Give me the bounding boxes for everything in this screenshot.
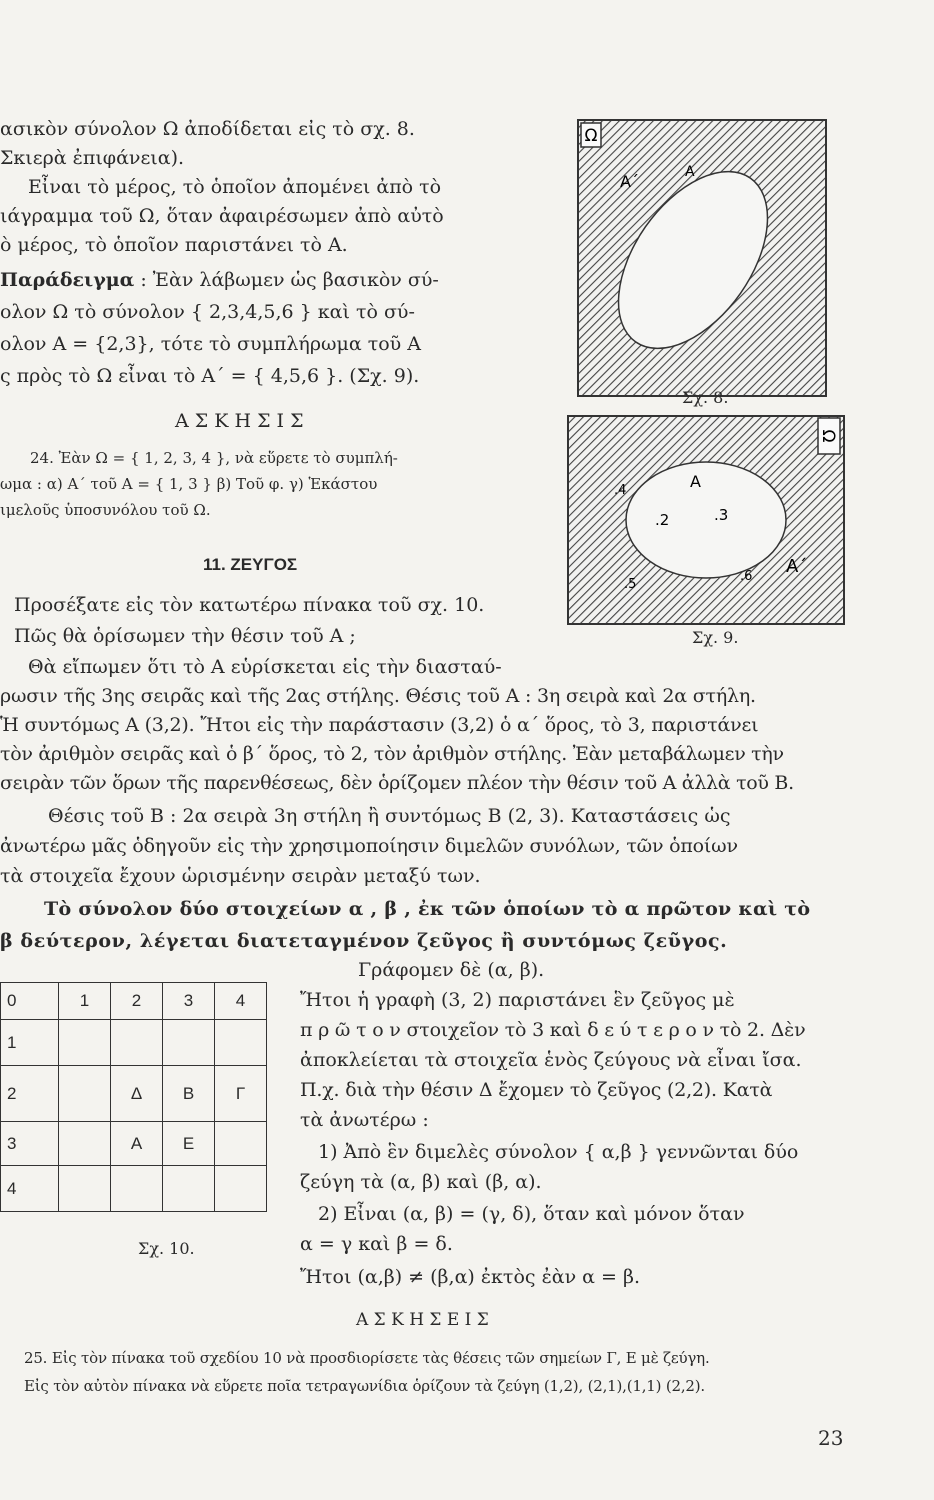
text-line: σειρὰν τῶν ὅρων τῆς παρενθέσεως, δὲν ὁρίζομεν πλέον τὴν θέσιν τοῦ Α ἀλλὰ τοῦ Β. [0,772,794,794]
figure-9-caption: Σχ. 9. [692,628,739,647]
text-line: τὰ στοιχεῖα ἔχουν ὡρισμένην σειρὰν μεταξύ των. [0,865,481,887]
point: .2 [655,511,670,529]
table-row [1,1166,267,1212]
text-line: ὸ μέρος, τὸ ὁποῖον παριστάνει τὸ Α. [0,234,348,256]
exercise-line: ιμελοῦς ὑποσυνόλου τοῦ Ω. [0,501,211,519]
text-line: π ρ ῶ τ ο ν στοιχεῖον τὸ 3 καὶ δ ε ύ τ ε ρ ο ν τὸ 2. Δὲν [300,1019,806,1041]
definition-line: Τὸ σύνολον δύο στοιχείων α , β , ἐκ τῶν ὁποίων τὸ α πρῶτον καὶ τὸ [44,898,811,920]
example-text: : Ἐὰν λάβωμεν ὡς βασικὸν σύ- [134,269,439,291]
exercise-line: 25. Εἰς τὸν πίνακα τοῦ σχεδίου 10 νὰ προσδιορίσετε τὰς θέσεις τῶν σημείων Γ, Ε μὲ ζεύγη. [24,1349,710,1367]
text-line: Σκιερὰ ἐπιφάνεια). [0,147,185,169]
text-line: ολον Ω τὸ σύνολον { 2,3,4,5,6 } καὶ τὸ σύ- [0,301,415,323]
text-line: Εἶναι τὸ μέρος, τὸ ὁποῖον ἀπομένει ἀπὸ τὸ [28,176,442,198]
text-line: τὰ ἀνωτέρω : [300,1109,429,1131]
section-title: 11. ΖΕΥΓΟΣ [203,555,298,574]
figure-8 [568,112,838,402]
figure-10-table [0,982,267,1212]
text-line: 2) Εἶναι (α, β) = (γ, δ), ὅταν καὶ μόνον ὅταν [318,1203,745,1225]
text-line: 1) Ἀπὸ ἓν διμελὲς σύνολον { α,β } γεννῶνται δύο [318,1141,799,1163]
text-line: α = γ καὶ β = δ. [300,1233,453,1255]
text-line: Ἤτοι ἡ γραφὴ (3, 2) παριστάνει ἓν ζεῦγος μὲ [300,989,735,1011]
table-cell [163,1020,215,1066]
text-line: ς πρὸς τὸ Ω εἶναι τὸ Α΄ = { 4,5,6 }. (Σχ. 9). [0,365,420,387]
text-line: Θὰ εἴπωμεν ὅτι τὸ Α εὑρίσκεται εἰς τὴν διασταύ- [28,656,502,678]
example-line [0,268,439,292]
table-cell [59,1166,111,1212]
exercise-heading: Α Σ Κ Η Σ Ε Ι Σ [356,1310,489,1330]
set-label: Α [690,472,701,491]
table-row [1,1020,267,1066]
point: .3 [714,506,729,524]
table-cell: 4 [1,1166,59,1212]
table-cell: 0 [1,983,59,1020]
point: .5 [624,577,637,592]
figure-8-caption: Σχ. 8. [682,388,729,407]
text-line: ολον Α = {2,3}, τότε τὸ συμπλήρωμα τοῦ Α [0,333,421,355]
table-cell [215,1122,267,1166]
set-a-region [626,462,786,578]
table-cell: 3 [1,1122,59,1166]
table-cell [111,1020,163,1066]
exercise-heading: Α Σ Κ Η Σ Ι Σ [175,410,304,432]
table-cell [111,1166,163,1212]
table-cell [59,1066,111,1122]
table-cell [59,1122,111,1166]
table-row [1,1066,267,1122]
table-header-row [1,983,267,1020]
set-label: Α [685,164,695,180]
text-line: Προσέξατε εἰς τὸν κατωτέρω πίνακα τοῦ σχ. 10. [14,594,485,616]
table-cell: Δ [111,1066,163,1122]
example-label: Παράδειγμα [0,269,135,291]
complement-label: Α΄ [620,172,639,191]
table-cell [59,1020,111,1066]
text-line: ρωσιν τῆς 3ης σειρᾶς καὶ τῆς 2ας στήλης. Θέσις τοῦ Α : 3η σειρὰ καὶ 2α στήλη. [0,685,756,707]
table-cell: 1 [1,1020,59,1066]
table-cell [215,1020,267,1066]
omega-symbol: Ω [818,429,838,443]
text-line: τὸν ἀριθμὸν σειρᾶς καὶ ὁ β΄ ὅρος, τὸ 2, τὸν ἀριθμὸν στήλης. Ἐὰν μεταβάλωμεν τὴν [0,743,784,765]
text-line: ασικὸν σύνολον Ω ἀποδίδεται εἰς τὸ σχ. 8. [0,118,415,140]
point: .6 [740,569,753,584]
exercise-line: Εἰς τὸν αὐτὸν πίνακα νὰ εὕρετε ποῖα τετραγωνίδια ὁρίζουν τὰ ζεύγη (1,2), (2,1),(1,1) (2,2). [24,1377,705,1395]
text-line: ζεύγη τὰ (α, β) καὶ (β, α). [300,1171,542,1193]
table-cell: 2 [111,983,163,1020]
table-cell: 4 [215,983,267,1020]
table-cell [163,1166,215,1212]
text-line: Θέσις τοῦ Β : 2α σειρὰ 3η στήλη ἢ συντόμως Β (2, 3). Καταστάσεις ὡς [48,805,731,827]
omega-symbol: Ω [584,126,598,146]
text-line: Πῶς θὰ ὁρίσωμεν τὴν θέσιν τοῦ Α ; [14,625,356,647]
page-number: 23 [818,1426,844,1450]
table-cell [215,1166,267,1212]
table-cell: 1 [59,983,111,1020]
table-cell: Γ [215,1066,267,1122]
exercise-line: 24. Ἐὰν Ω = { 1, 2, 3, 4 }, νὰ εὕρετε τὸ συμπλή- [30,449,398,467]
text-line: Ἤτοι (α,β) ≠ (β,α) ἐκτὸς ἐὰν α = β. [300,1266,641,1288]
table-cell: 3 [163,983,215,1020]
text-line: ἀνωτέρω μᾶς ὁδηγοῦν εἰς τὴν χρησιμοποίησιν διμελῶν συνόλων, τῶν ὁποίων [0,835,738,857]
figure-9 [562,412,852,632]
figure-10-caption: Σχ. 10. [138,1239,195,1258]
table-cell: Α [111,1122,163,1166]
definition-line: β δεύτερον, λέγεται διατεταγμένον ζεῦγος ἢ συντόμως ζεῦγος. [0,930,728,952]
table-cell: 2 [1,1066,59,1122]
text-line: ιάγραμμα τοῦ Ω, ὅταν ἀφαιρέσωμεν ἀπὸ αὐτὸ [0,205,444,227]
table-row [1,1122,267,1166]
text-line: Γράφομεν δὲ (α, β). [358,959,545,981]
text-line: ἀποκλείεται τὰ στοιχεῖα ἑνὸς ζεύγους νὰ εἶναι ἴσα. [300,1049,802,1071]
exercise-line: ωμα : α) Α΄ τοῦ Α = { 1, 3 } β) Τοῦ φ. γ) Ἑκάστου [0,475,378,493]
table-cell: Β [163,1066,215,1122]
point: .4 [614,483,627,498]
complement-label: Α΄ [786,556,808,577]
text-line: Π.χ. διὰ τὴν θέσιν Δ ἔχομεν τὸ ζεῦγος (2,2). Κατὰ [300,1079,773,1101]
table-cell: Ε [163,1122,215,1166]
text-line: Ἡ συντόμως Α (3,2). Ἤτοι εἰς τὴν παράστασιν (3,2) ὁ α΄ ὅρος, τὸ 3, παριστάνει [0,714,759,736]
